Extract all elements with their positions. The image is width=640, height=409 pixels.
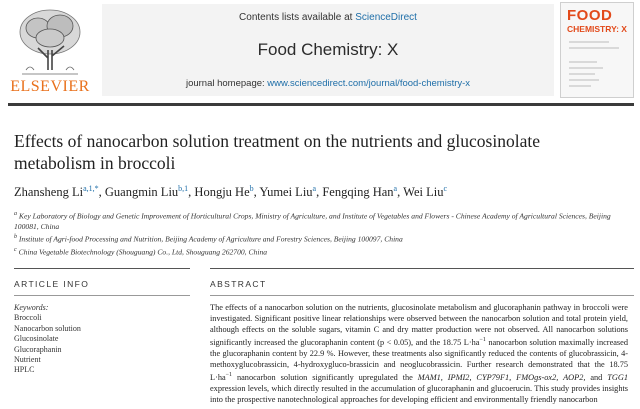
affiliation-mark: a	[14, 211, 17, 217]
abstract-superscript: −1	[225, 372, 233, 379]
keyword-item: Nanocarbon solution	[14, 323, 81, 333]
article-info-heading: ARTICLE INFO	[14, 279, 90, 289]
abstract-heading: ABSTRACT	[210, 279, 267, 289]
article-info-divider	[14, 268, 190, 269]
cover-text-line	[569, 85, 591, 87]
author-affiliation-mark[interactable]: a	[312, 184, 317, 193]
sciencedirect-link[interactable]: ScienceDirect	[355, 12, 417, 23]
abstract-gene-names: MAM1, IPMI2, CYP79F1, FMOgs-ox2, AOP2,	[417, 373, 586, 383]
abstract-divider	[210, 268, 634, 269]
author-affiliation-mark[interactable]: b	[249, 184, 254, 193]
homepage-line	[102, 78, 554, 89]
affiliation-item	[14, 232, 624, 245]
cover-text-line	[569, 61, 597, 63]
keywords-heading: Keywords:	[14, 303, 49, 312]
affiliation-text: China Vegetable Biotechnology (Shouguang) Co., Ltd, Shouguang 262700, China	[18, 247, 268, 257]
keyword-item: HPLC	[14, 365, 35, 375]
journal-title[interactable]: Food Chemistry: X	[257, 40, 399, 59]
abstract-gene-name: TGG1	[607, 373, 628, 383]
author-affiliation-mark[interactable]: c	[443, 184, 448, 193]
journal-header	[0, 0, 640, 100]
affiliation-item	[14, 209, 624, 232]
author-name[interactable]: Hongju He	[194, 185, 250, 200]
keyword-item: Broccoli	[14, 313, 42, 323]
elsevier-tree-icon	[8, 4, 92, 80]
cover-title-chemistry: CHEMISTRY: X	[567, 24, 627, 34]
cover-text-line	[569, 47, 619, 49]
abstract-subdivider	[210, 295, 634, 296]
affiliation-item	[14, 245, 624, 258]
abstract-segment: and	[585, 373, 608, 383]
cover-text-line	[569, 67, 603, 69]
journal-cover-thumbnail[interactable]	[560, 2, 634, 98]
author-name[interactable]: Wei Liu	[403, 185, 444, 200]
author-affiliation-mark[interactable]: a	[393, 184, 398, 193]
abstract-text	[210, 302, 628, 409]
cover-title-food: FOOD	[567, 7, 613, 24]
affiliation-text: Key Laboratory of Biology and Genetic Improvement of Horticultural Crops, Ministry of Agriculture, and Institute of Vegetables and Flowers - Chinese Academy of Agricultural Sciences, Beijing 100081, China	[14, 211, 611, 231]
affiliation-text: Institute of Agri-food Processing and Nutrition, Beijing Academy of Agriculture and Forestry Sciences, Beijing 100097, China	[18, 234, 403, 244]
author-name[interactable]: Guangmin Liu	[104, 185, 179, 200]
cover-text-line	[569, 41, 609, 43]
article-info-subdivider	[14, 295, 190, 296]
publisher-name: ELSEVIER	[10, 78, 90, 95]
keyword-item: Nutrient	[14, 355, 41, 365]
author-name[interactable]: Zhansheng Li	[14, 185, 84, 200]
affiliations	[14, 209, 624, 257]
contents-prefix: Contents lists available at	[239, 12, 353, 23]
keyword-item: Glucoraphanin	[14, 344, 62, 354]
header-divider	[8, 103, 634, 106]
author-name[interactable]: Fengqing Han	[322, 185, 394, 200]
abstract-segment: nanocarbon solution significantly upregulated the	[232, 373, 418, 383]
homepage-link[interactable]: www.sciencedirect.com/journal/food-chemistry-x	[267, 78, 471, 89]
author-name[interactable]: Yumei Liu	[259, 185, 313, 200]
journal-banner	[102, 4, 554, 96]
keyword-item: Glucosinolate	[14, 334, 59, 344]
homepage-prefix: journal homepage:	[185, 78, 265, 89]
cover-text-line	[569, 73, 595, 75]
contents-line	[102, 12, 554, 23]
author-affiliation-mark[interactable]: b,1	[178, 184, 189, 193]
abstract-segment: The effects of a nanocarbon solution on the nutrients, glucosinolate metabolism and glucoraphanin pathway in broccoli were investigated. Significant positive linear relationships were observed between the nanocarbon solution and total protein yield, although effects on the soluble sugars, vitamin C and dry matter production were not observed. All nanocarbon solutions significantly increased the glucoraphanin content (p < 0.05), and the 18.75 L·ha	[210, 303, 628, 348]
keywords-block	[14, 303, 184, 376]
abstract-segment: expression levels, which directly resulted in the accumulation of glucoraphanin and glucoerucin. This study provides insights into the prospective nanotechnological approaches for developing efficient and environmentally friendly nanocarbon	[210, 384, 628, 405]
abstract-segment: nanocarbon solution maximally increased the glucoraphanin content by 22.9 %. However, these treatments also significantly reduced the contents of glucobrassicin, 4-methoxyglucobrassicin, 4-hydroxygluco-brassicin and neoglucobrassicin. Further research demonstrated that the 18.75 L·ha	[210, 338, 628, 383]
author-list: Zhansheng $Li^{a,1,*}$, Guangmin Liu$^{b,1}$, Hongju He$^b$, Yumei Liu$^a$, Fengqing Han$^a$, Wei Liu$^c$	[14, 184, 448, 200]
cover-text-line	[569, 79, 599, 81]
author-affiliation-mark[interactable]: a,1,*	[83, 184, 99, 193]
abstract-superscript: −1	[479, 337, 486, 344]
affiliation-mark: b	[14, 233, 17, 240]
affiliation-mark: c	[14, 246, 17, 253]
article-title: Effects of nanocarbon solution treatment on the nutrients and glucosinolate metabolism in broccoli	[14, 131, 540, 173]
